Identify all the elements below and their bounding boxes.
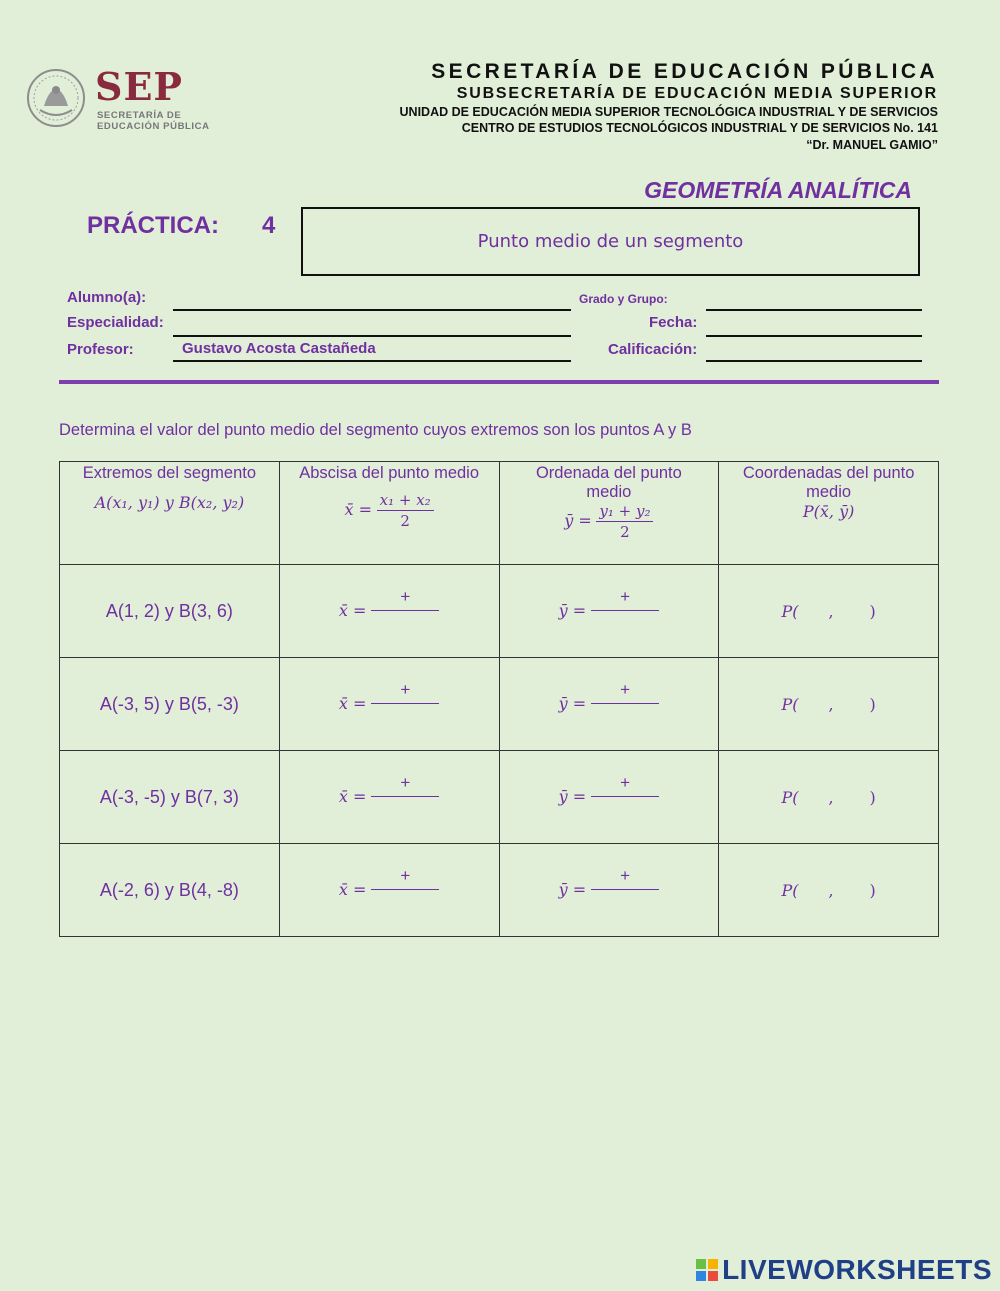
coordinates-cell[interactable] [719, 565, 939, 658]
fraction-bar [371, 703, 439, 704]
fraction-bar [591, 796, 659, 797]
fraction-bar [591, 703, 659, 704]
mexico-seal-icon [26, 68, 86, 128]
header-line3: UNIDAD DE EDUCACIÓN MEDIA SUPERIOR TECNOLÓGICA INDUSTRIAL Y DE SERVICIOS [399, 105, 938, 119]
table-header-row [60, 462, 939, 565]
liveworksheets-icon [696, 1259, 718, 1281]
plus-sign: + [620, 587, 631, 606]
fraction-numerator: x₁ + x₂ [377, 491, 434, 511]
point-open: P( [781, 601, 799, 621]
fraction-bar [591, 889, 659, 890]
table-row [60, 565, 939, 658]
teacher-value: Gustavo Acosta Castañeda [182, 340, 376, 357]
practice-number: 4 [262, 212, 276, 239]
specialty-label: Especialidad: [67, 314, 164, 331]
header-cell-abscissa [279, 462, 499, 565]
student-input-line[interactable] [173, 309, 571, 311]
teacher-label: Profesor: [67, 341, 134, 358]
fraction-numerator: y₁ + y₂ [596, 502, 653, 522]
abscissa-cell [279, 565, 499, 658]
coordinates-cell[interactable] [719, 658, 939, 751]
sep-subtitle [97, 110, 210, 132]
point-comma: , [828, 880, 834, 900]
group-label: Grado y Grupo: [579, 292, 668, 306]
plus-sign: + [400, 587, 411, 606]
midpoint-table [59, 461, 939, 937]
teacher-line [173, 360, 571, 362]
point-open: P( [781, 694, 799, 714]
plus-sign: + [400, 866, 411, 885]
segment-cell: A(-2, 6) y B(4, -8) [60, 844, 280, 937]
segment-cell: A(1, 2) y B(3, 6) [60, 565, 280, 658]
practice-title: Punto medio de un segmento [477, 231, 744, 252]
point-close: ) [869, 694, 876, 714]
ordinate-blank-fraction[interactable] [591, 866, 659, 902]
x-bar-label: x̄ = [338, 600, 367, 620]
abscissa-blank-fraction[interactable] [371, 680, 439, 716]
point-comma: , [828, 694, 834, 714]
specialty-input-line[interactable] [173, 335, 571, 337]
plus-sign: + [620, 866, 631, 885]
point-close: ) [869, 601, 876, 621]
header-lhs: x̄ = [344, 499, 373, 519]
header-lhs: ȳ = [564, 510, 592, 530]
fraction-bar [371, 796, 439, 797]
header-title: Abscisa del punto medio [299, 464, 480, 482]
header-cell-coordinates [719, 462, 939, 565]
point-open: P( [781, 787, 799, 807]
point-comma: , [828, 787, 834, 807]
liveworksheets-logo[interactable] [696, 1254, 992, 1286]
date-label: Fecha: [649, 314, 698, 331]
header-fraction [596, 502, 653, 541]
point-comma: , [828, 601, 834, 621]
table-row [60, 844, 939, 937]
y-bar-label: ȳ = [558, 693, 587, 713]
sep-subtitle-line2: EDUCACIÓN PÚBLICA [97, 121, 210, 132]
practice-title-box [301, 207, 920, 276]
abscissa-cell [279, 658, 499, 751]
plus-sign: + [400, 680, 411, 699]
abscissa-blank-fraction[interactable] [371, 773, 439, 809]
date-input-line[interactable] [706, 335, 922, 337]
point-open: P( [781, 880, 799, 900]
x-bar-label: x̄ = [338, 693, 367, 713]
ordinate-blank-fraction[interactable] [591, 773, 659, 809]
student-label: Alumno(a): [67, 289, 147, 306]
header-line4: CENTRO DE ESTUDIOS TECNOLÓGICOS INDUSTRIAL Y DE SERVICIOS No. 141 [461, 121, 938, 135]
subject-title: GEOMETRÍA ANALÍTICA [644, 177, 912, 203]
abscissa-blank-fraction[interactable] [371, 587, 439, 623]
segment-cell: A(-3, -5) y B(7, 3) [60, 751, 280, 844]
header-title: Coordenadas del punto medio [742, 464, 915, 501]
header-formula: P(x̄, ȳ) [802, 502, 855, 521]
ordinate-cell [499, 751, 719, 844]
header-cell-ordinate [499, 462, 719, 565]
abscissa-cell [279, 751, 499, 844]
header-line5: “Dr. MANUEL GAMIO” [806, 138, 938, 152]
table-row [60, 658, 939, 751]
fraction-bar [371, 889, 439, 890]
sep-logo: SEP [95, 64, 183, 109]
ordinate-cell [499, 844, 719, 937]
section-divider [59, 380, 939, 384]
ordinate-cell [499, 658, 719, 751]
group-input-line[interactable] [706, 309, 922, 311]
coordinates-cell[interactable] [719, 751, 939, 844]
header-cell-segment [60, 462, 280, 565]
point-close: ) [869, 880, 876, 900]
y-bar-label: ȳ = [558, 786, 587, 806]
header-title: Ordenada del punto medio [535, 464, 682, 501]
y-bar-label: ȳ = [558, 879, 587, 899]
sep-subtitle-line1: SECRETARÍA DE [97, 110, 182, 121]
fraction-denominator: 2 [400, 512, 410, 530]
header-formula: A(x₁, y₁) y B(x₂, y₂) [94, 493, 245, 512]
header-title: Extremos del segmento [82, 464, 257, 482]
fraction-denominator: 2 [620, 523, 630, 541]
coordinates-cell[interactable] [719, 844, 939, 937]
abscissa-blank-fraction[interactable] [371, 866, 439, 902]
fraction-bar [591, 610, 659, 611]
plus-sign: + [620, 773, 631, 792]
table-row [60, 751, 939, 844]
plus-sign: + [620, 680, 631, 699]
abscissa-cell [279, 844, 499, 937]
x-bar-label: x̄ = [338, 786, 367, 806]
header-line1: SECRETARÍA DE EDUCACIÓN PÚBLICA [431, 60, 938, 83]
segment-cell: A(-3, 5) y B(5, -3) [60, 658, 280, 751]
ordinate-blank-fraction[interactable] [591, 680, 659, 716]
header-fraction [377, 491, 434, 530]
practice-label: PRÁCTICA: [87, 212, 219, 239]
ordinate-blank-fraction[interactable] [591, 587, 659, 623]
instruction-text: Determina el valor del punto medio del segmento cuyos extremos son los puntos A y B [59, 421, 692, 439]
point-close: ) [869, 787, 876, 807]
grade-input-line[interactable] [706, 360, 922, 362]
ordinate-cell [499, 565, 719, 658]
y-bar-label: ȳ = [558, 600, 587, 620]
plus-sign: + [400, 773, 411, 792]
fraction-bar [371, 610, 439, 611]
header-line2: SUBSECRETARÍA DE EDUCACIÓN MEDIA SUPERIOR [456, 85, 938, 102]
x-bar-label: x̄ = [338, 879, 367, 899]
grade-label: Calificación: [608, 341, 698, 358]
liveworksheets-text: LIVEWORKSHEETS [722, 1254, 992, 1285]
